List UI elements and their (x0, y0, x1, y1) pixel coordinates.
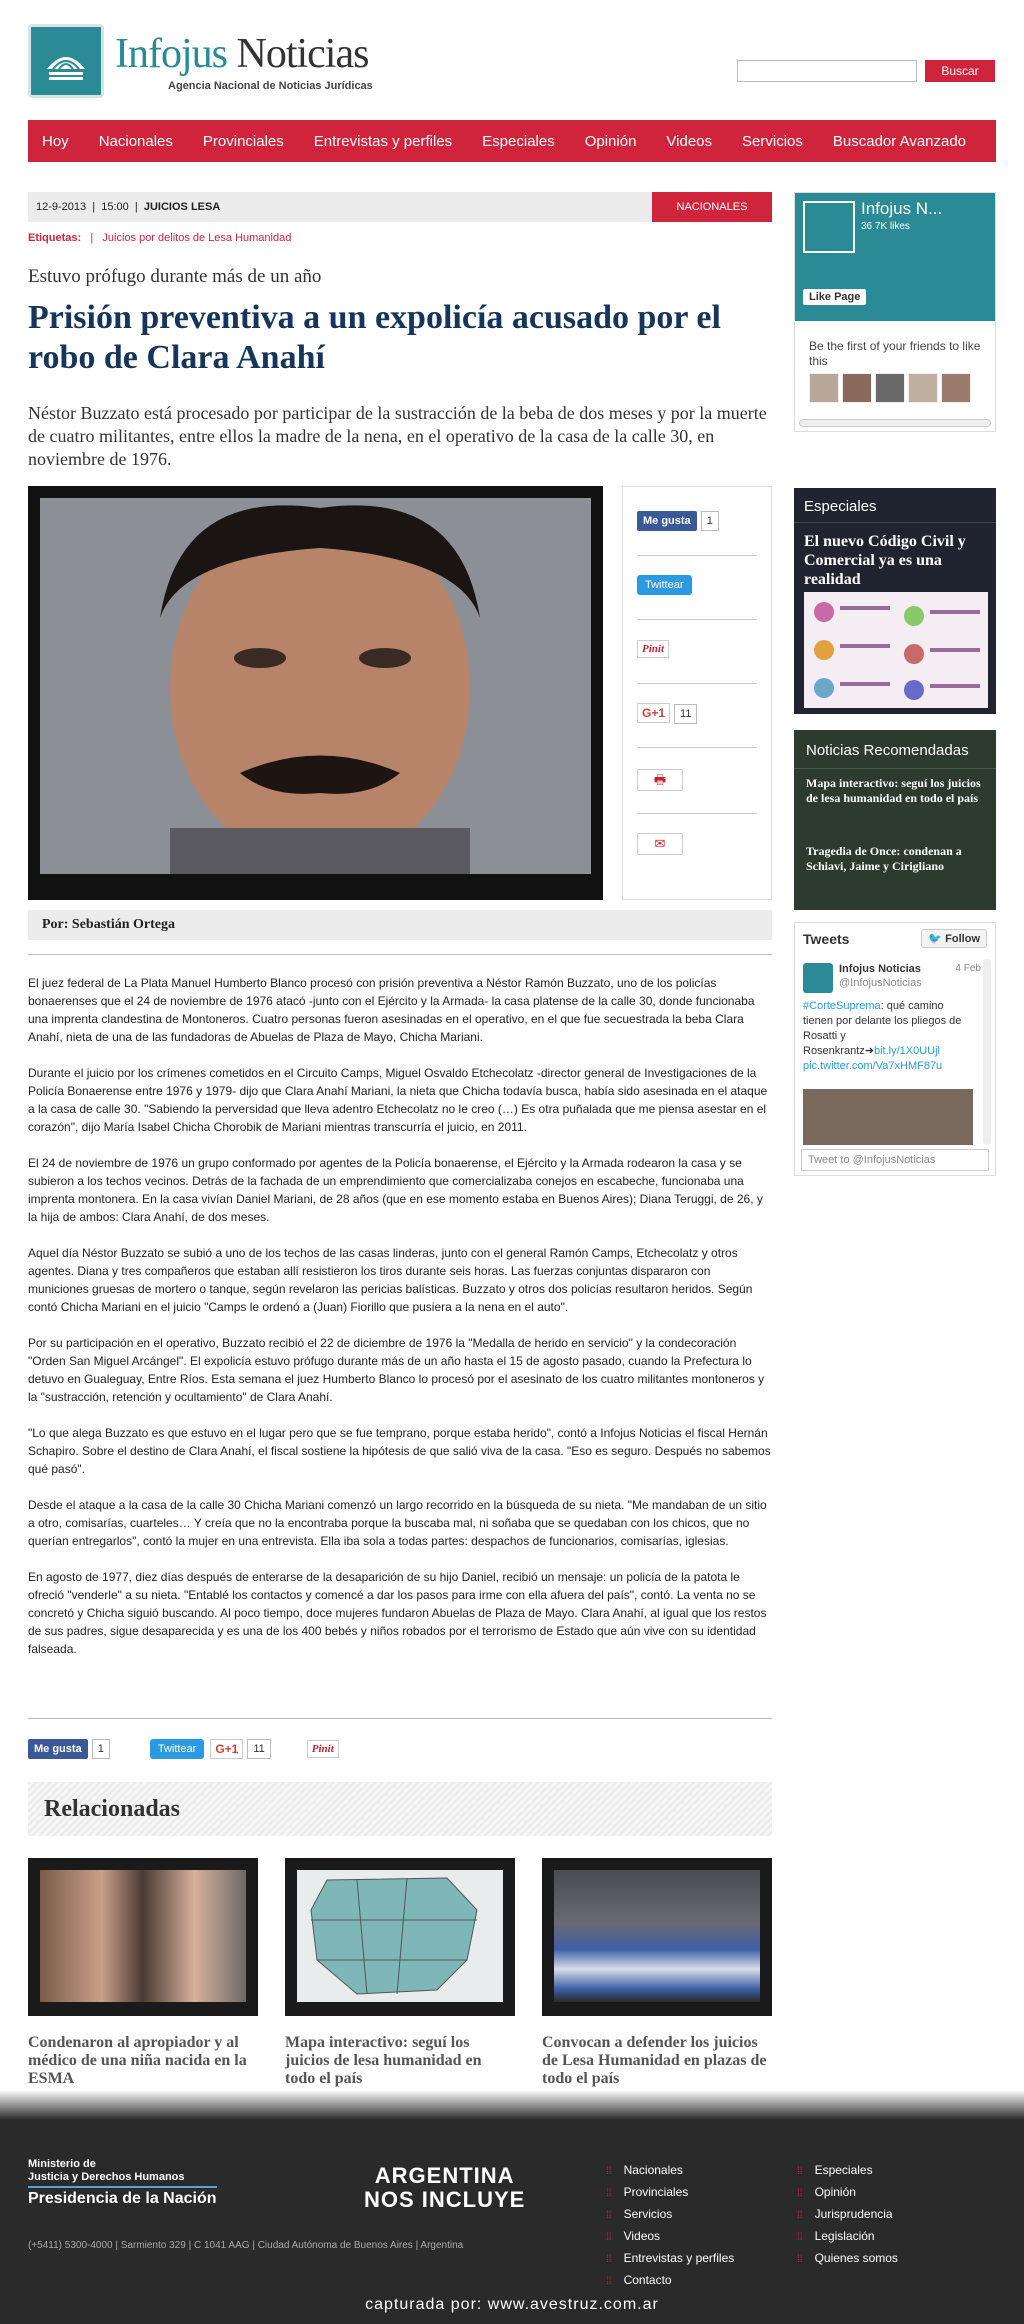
tweet-hashtag[interactable]: #CorteSuprema (803, 1000, 881, 1012)
nav-item-hoy[interactable]: Hoy (42, 132, 69, 150)
nav-item-provinciales[interactable]: Provinciales (202, 132, 284, 150)
map-icon (297, 1870, 503, 2002)
tweet-button-bottom[interactable]: Twittear (150, 1739, 205, 1759)
article-paragraph: Durante el juicio por los crímenes cometidos en el Circuito Camps, Miguel Osvaldo Etchecolatz -director general de Investigaciones de la Policía Bonaerense entre 1976 y 1979- dijo que Clara Anahí Mariani, la nieta que Chicha todavía busca, había sido asesinada en el ataque a la casa de calle 30. "Sabiendo la perversidad que lleva adentro Etchecolatz no le creo (…) Es otra puñalada que me piensa asestar en el corazón", dijo María Isabel Chicha Chorobik de Mariani mientras transcurría el juicio, en 2011. (28, 1066, 768, 1134)
slogan-line1: ARGENTINA (374, 2163, 515, 2188)
scrollbar[interactable] (799, 419, 991, 427)
footer-link[interactable]: ⁞⁞ Entrevistas y perfiles (606, 2248, 734, 2270)
recomendadas-title: Noticias Recomendadas (806, 742, 969, 759)
gplus-share-row (637, 703, 697, 723)
pinit-button[interactable]: Pinit (637, 640, 669, 658)
twitter-follow-button[interactable] (921, 929, 987, 948)
divider (28, 954, 772, 955)
related-card[interactable] (28, 1858, 258, 2088)
footer-links-col1 (606, 2160, 734, 2292)
tweet-button[interactable]: Twittear (637, 575, 692, 595)
logo-icon[interactable] (28, 24, 104, 98)
footer-link[interactable]: ⁞⁞ Videos (606, 2226, 734, 2248)
article-paragraph: En agosto de 1977, diez días después de enterarse de la desaparición de su hijo Daniel, recibió un mensaje: un policía de la patota le ofreció "venderle" a su nieta. "Entablé los contactos y comencé a dar los pasos para irme con ella afuera del país", contó. La venta no se concretó y Chicha siguió buscando. Al poco tiempo, doce mujeres fundaron Abuelas de Plaza de Mayo. Clara Anahí, al igual que los restos de sus padres, sigue desaparecida y es una de los 400 bebés y niños robados por el terrorismo de Estado que aún vive con su identidad falseada. (28, 1570, 767, 1656)
article-kicker: Estuvo prófugo durante más de un año (28, 266, 322, 287)
related-heading: Relacionadas (28, 1782, 772, 1836)
recomendadas-item[interactable]: Tragedia de Once: condenan a Schiavi, Jaime y Cirigliano (806, 844, 962, 873)
nav-item-servicios[interactable]: Servicios (742, 132, 803, 150)
article-paragraph: El 24 de noviembre de 1976 un grupo conformado por agentes de la Policía bonaerense, el Ejército y la Armada rodearon la casa y se subieron a los techos vecinos. Detrás de la fachada de un emprendimiento que comercializaba conejos en escabeche, funcionaba una imprenta montonera. En la casa vivían Daniel Mariani, de 28 años (que en ese momento estaba en Buenos Aires); Diana Teruggi, de 26, y la hija de ambos: Clara Anahí, de dos meses. (28, 1156, 763, 1224)
nav-item-especiales[interactable]: Especiales (482, 132, 555, 150)
tweet-text (803, 999, 973, 1074)
print-row (637, 769, 683, 789)
especiales-image[interactable] (804, 592, 988, 708)
footer-link[interactable]: ⁞⁞ Opinión (797, 2182, 898, 2204)
site-title[interactable] (115, 30, 368, 78)
footer-link[interactable]: ⁞⁞ Servicios (606, 2204, 734, 2226)
article-paragraph: Aquel día Néstor Buzzato se subió a uno de los techos de las casas linderas, junto con el general Ramón Camps, Etchecolatz y otros agentes. Diana y tres compañeros que estaban allí resistieron los tiros durante seis horas. Las fuerzas conjuntas dispararon con municiones gruesas de mortero o tanque, según revelaron las pericias balísticas. Buzzato y otros dos policías resultaron heridos. Según contó Chicha Mariani en el juicio "Camps le ordenó a (Juan) Fiorillo que pusiera a la nena en el auto". (28, 1246, 753, 1314)
divider (637, 683, 757, 684)
footer-contact: (+5411) 5300-4000 | Sarmiento 329 | C 1041 AAG | Ciudad Autónoma de Buenos Aires | Argentina (28, 2240, 464, 2251)
avatar[interactable] (941, 373, 971, 403)
email-icon[interactable]: ✉ (637, 833, 683, 855)
argentina-slogan (364, 2164, 525, 2212)
nav-item-entrevistas[interactable]: Entrevistas y perfiles (313, 132, 453, 150)
follow-label: Follow (945, 933, 980, 945)
article-meta: 12-9-2013 | 15:00 | JUICIOS LESA (28, 192, 652, 222)
article-category[interactable]: JUICIOS LESA (143, 201, 221, 213)
related-title[interactable]: Convocan a defender los juicios de Lesa Humanidad en plazas de todo el país (542, 2034, 767, 2087)
facebook-widget (794, 192, 996, 432)
divider (637, 619, 757, 620)
facebook-faces (809, 373, 971, 403)
fb-like-count-bottom: 1 (92, 1739, 110, 1759)
footer-links-col2 (797, 2160, 898, 2270)
facebook-like-page-button[interactable]: Like Page (803, 289, 866, 305)
tweet-date[interactable]: 4 Feb (955, 963, 981, 974)
related-title[interactable]: Condenaron al apropiador y al médico de una niña nacida en la ESMA (28, 2034, 247, 2087)
twitter-user[interactable]: Infojus Noticias (839, 963, 921, 975)
site-title-part2: Noticias (236, 31, 369, 77)
pinit-button-bottom[interactable]: Pinit (307, 1740, 339, 1758)
footer-link[interactable]: ⁞⁞ Provinciales (606, 2182, 734, 2204)
nav-item-opinion[interactable]: Opinión (584, 132, 637, 150)
share-column (622, 486, 772, 900)
footer-link[interactable]: ⁞⁞ Nacionales (606, 2160, 734, 2182)
footer-link[interactable]: ⁞⁞ Jurisprudencia (797, 2204, 898, 2226)
recomendadas-box (794, 730, 996, 910)
avatar[interactable] (803, 963, 833, 993)
article-paragraph: Por su participación en el operativo, Buzzato recibió el 22 de diciembre de 1976 la "Medalla de herido en servicio" y la condecoración "Orden San Miguel Arcángel". El expolicía estuvo prófugo durante más de un año hasta el 15 de agosto pasado, cuando la Prefectura lo detuvo en Gualeguay, Entre Ríos. Esta semana el juez Humberto Blanco lo procesó por el asesinato de los cuatro militantes montoneros y la "sustracción, retención y ocultamiento" de Clara Anahí. (28, 1336, 765, 1404)
footer-fade (0, 2090, 1024, 2120)
article-headline: Prisión preventiva a un expolicía acusado por el robo de Clara Anahí (28, 299, 721, 376)
twitter-title: Tweets (803, 931, 850, 947)
article-time: 15:00 (101, 201, 129, 213)
gplus-count-bottom: 11 (247, 1739, 270, 1759)
tweet-body: : qué camino tienen por delante los pliegos de Rosatti y Rosenkrantz➜ (803, 1000, 962, 1057)
footer-link[interactable]: ⁞⁞ Quienes somos (797, 2248, 898, 2270)
divider (794, 522, 996, 523)
especiales-title[interactable]: Especiales (804, 498, 877, 515)
ministry-line2: Justicia y Derechos Humanos (28, 2171, 185, 2183)
gplus-count: 11 (674, 704, 697, 724)
divider (637, 813, 757, 814)
divider (28, 1718, 772, 1719)
article-paragraph: El juez federal de La Plata Manuel Humberto Blanco procesó con prisión preventiva a Néstor Ramón Buzzato, uno de los policías bonaerenses que el 24 de noviembre de 1976 atacó -junto con el Ejército y la Armada- la casa platense de la calle 30, donde funcionaba una imprenta clandestina de Montoneros. Cuatro personas fueron asesinadas en el operativo, en el que fue secuestrada la beba Clara Anahí, nieta de una de las fundadoras de Abuelas de Plaza de Mayo, Chicha Mariani. (28, 976, 755, 1044)
section-badge[interactable]: NACIONALES (652, 192, 772, 222)
article-paragraph: "Lo que alega Buzzato es que estuvo en el lugar pero que se fue temprano, porque estaba herido", contó a Infojus Noticias el fiscal Hernán Schapiro. Sobre el destino de Clara Anahí, el fiscal sostiene la hipótesis de que salió viva de la casa. "Eso es seguro. Después no sabemos qué pasó". (28, 1426, 771, 1476)
especiales-box (794, 488, 996, 714)
pin-share-row (637, 639, 669, 659)
print-icon[interactable]: 🖶 (637, 769, 683, 791)
article-byline: Por: Sebastián Ortega (28, 910, 772, 940)
nav-item-buscador[interactable]: Buscador Avanzado (832, 132, 967, 150)
twitter-widget (794, 922, 996, 1176)
fb-like-button-bottom[interactable]: Me gusta (28, 1739, 88, 1759)
footer-link[interactable]: ⁞⁞ Legislación (797, 2226, 898, 2248)
footer-link[interactable]: ⁞⁞ Contacto (606, 2270, 734, 2292)
tweet-image[interactable] (803, 1089, 973, 1145)
tweet-compose-input[interactable]: Tweet to @InfojusNoticias (801, 1149, 989, 1171)
especiales-headline[interactable]: El nuevo Código Civil y Comercial ya es una realidad (804, 533, 966, 588)
fb-share-row (637, 511, 719, 531)
site-subtitle: Agencia Nacional de Noticias Jurídicas (168, 80, 373, 92)
slogan-line2: NOS INCLUYE (364, 2187, 526, 2212)
facebook-likes: 36.7K likes (861, 221, 910, 232)
portrait-image (40, 498, 591, 874)
article-body (28, 974, 772, 1676)
site-title-part1: Infojus (115, 31, 227, 77)
gplus-button-bottom[interactable]: G+1 (210, 1739, 243, 1759)
related-card[interactable] (285, 1858, 515, 2088)
capture-credit: capturada por: www.avestruz.com.ar (365, 2296, 659, 2313)
related-image[interactable] (285, 1858, 515, 2016)
related-card[interactable] (542, 1858, 772, 2088)
related-image[interactable] (28, 1858, 258, 2016)
search-input[interactable] (737, 60, 917, 82)
nav-item-nacionales[interactable]: Nacionales (98, 132, 173, 150)
ministry-logo[interactable] (28, 2158, 185, 2184)
recomendadas-item[interactable]: Mapa interactivo: seguí los juicios de lesa humanidad en todo el país (806, 776, 981, 805)
article-lead: Néstor Buzzato está procesado por participar de la sustracción de la beba de dos meses y por la muerte de cuatro militantes, entre ellos la madre de la nena, en el operativo de la casa de la calle 30, en noviembre de 1976. (28, 403, 767, 469)
search-button[interactable]: Buscar (925, 60, 995, 82)
gplus-button[interactable]: G+1 (637, 703, 670, 723)
tag-link[interactable]: Juicios por delitos de Lesa Humanidad (102, 232, 292, 244)
facebook-friends-text: Be the first of your friends to like this (809, 339, 981, 368)
tags-label: Etiquetas: (28, 232, 82, 244)
article-date: 12-9-2013 (36, 201, 87, 213)
facebook-cover[interactable] (795, 193, 995, 321)
avatar[interactable] (875, 373, 905, 403)
facebook-page-name[interactable]: Infojus N... (861, 199, 943, 218)
twitter-handle[interactable]: @InfojusNoticias (839, 977, 922, 989)
divider (794, 768, 996, 769)
related-title[interactable]: Mapa interactivo: seguí los juicios de lesa humanidad en todo el país (285, 2034, 482, 2087)
related-image[interactable] (542, 1858, 772, 2016)
divider (637, 747, 757, 748)
fb-like-button[interactable]: Me gusta (637, 511, 697, 531)
tw-share-row (637, 575, 692, 595)
article-photo[interactable] (28, 486, 603, 900)
fb-like-count: 1 (701, 511, 719, 531)
logo-icon (803, 201, 855, 253)
bottom-share-bar (28, 1738, 339, 1760)
presidencia-logo[interactable]: Presidencia de la Nación (28, 2186, 217, 2208)
avatar[interactable] (809, 373, 839, 403)
main-nav (28, 120, 996, 162)
ministry-line1: Ministerio de (28, 2158, 96, 2170)
tags-row: Etiquetas: | Juicios por delitos de Lesa Humanidad (28, 232, 292, 244)
avatar[interactable] (842, 373, 872, 403)
divider (637, 555, 757, 556)
bird-icon: 🐦 (928, 933, 943, 945)
tweet-pic-link[interactable]: pic.twitter.com/Va7xHMF87u (803, 1060, 943, 1072)
scrollbar[interactable] (983, 959, 991, 1145)
article-paragraph: Desde el ataque a la casa de la calle 30 Chicha Mariani comenzó un largo recorrido en la búsqueda de su nieta. "Me mandaban de un sitio a otro, comisarías, cuarteles… Y creía que no la encontraba porque la buscaba mal, ni soñaba que se quedaban con los chicos, que no querían entregarlos", contó la mujer en una entrevista. Ella iba sola a todas partes: despachos de funcionarios, comisarías, iglesias. (28, 1498, 767, 1548)
nav-item-videos[interactable]: Videos (666, 132, 713, 150)
footer-link[interactable]: ⁞⁞ Especiales (797, 2160, 898, 2182)
tweet-link[interactable]: bit.ly/1X0UUjl (873, 1045, 940, 1057)
avatar[interactable] (908, 373, 938, 403)
email-row (637, 833, 683, 853)
